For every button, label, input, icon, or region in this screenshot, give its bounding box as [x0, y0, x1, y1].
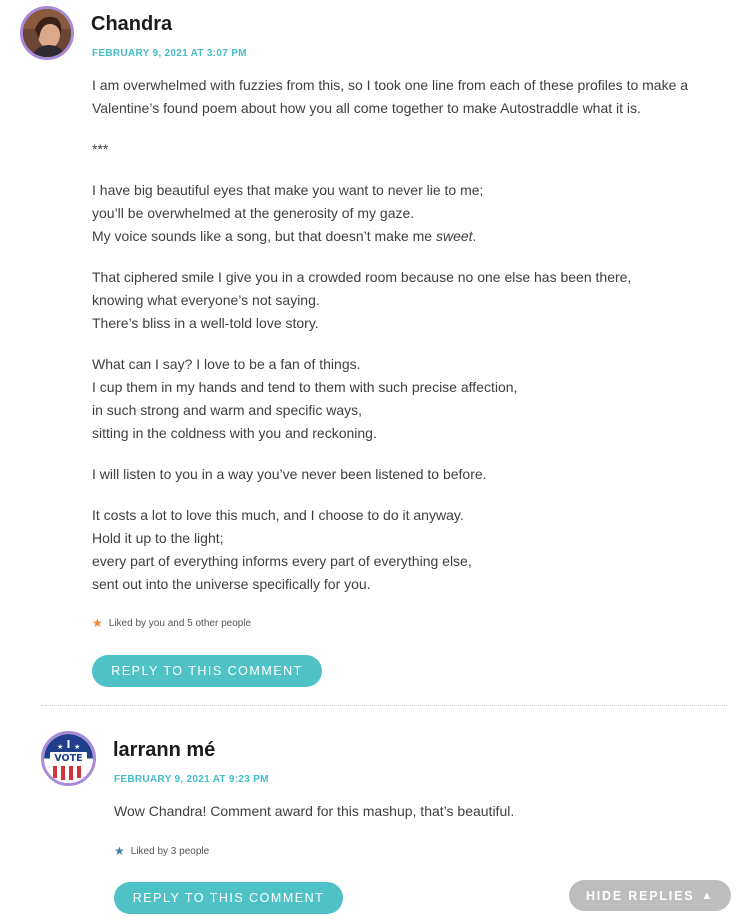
reply-button[interactable]: REPLY TO THIS COMMENT [92, 655, 322, 687]
comment-date[interactable]: FEBRUARY 9, 2021 AT 3:07 PM [92, 48, 247, 59]
vote-badge-icon [44, 734, 93, 783]
comment-body [92, 74, 717, 614]
likes-summary[interactable] [114, 845, 209, 857]
emphasis-text: sweet [435, 228, 473, 244]
hide-replies-button[interactable] [569, 880, 731, 911]
poem-line: I cup them in my hands and tend to them with such precise affection, [92, 379, 518, 395]
likes-text: Liked by 3 people [130, 845, 210, 857]
poem-line: Hold it up to the light; [92, 530, 224, 546]
svg-text:★: ★ [57, 743, 64, 751]
reply-button[interactable]: REPLY TO THIS COMMENT [114, 882, 343, 914]
poem-stanza-2 [92, 266, 717, 335]
poem-stanza-4 [92, 463, 717, 486]
comment-intro: I am overwhelmed with fuzzies from this, so I took one line from each of these profiles to make a Valentine’s found poem about how you all come together to make Autostraddle what it is. [92, 77, 689, 116]
poem-line: you’ll be overwhelmed at the generosity of my gaze. [92, 205, 415, 221]
star-icon: ★ [114, 844, 125, 858]
divider [41, 705, 727, 706]
comment-separator: *** [92, 141, 109, 157]
avatar[interactable] [20, 6, 74, 60]
poem-line: sent out into the universe specifically for you. [92, 576, 371, 592]
likes-summary[interactable] [92, 617, 251, 629]
poem-line: There’s bliss in a well-told love story. [92, 315, 319, 331]
poem-stanza-1 [92, 179, 717, 248]
poem-stanza-5 [92, 504, 717, 596]
star-icon: ★ [92, 616, 103, 630]
poem-line: What can I say? I love to be a fan of things. [92, 356, 361, 372]
comment-author[interactable]: Chandra [91, 13, 173, 35]
comment-text: Wow Chandra! Comment award for this mashup, that’s beautiful. [114, 803, 515, 819]
triangle-up-icon: ▲ [701, 889, 715, 902]
comment-date[interactable]: FEBRUARY 9, 2021 AT 9:23 PM [114, 774, 269, 785]
poem-stanza-3 [92, 353, 717, 445]
poem-line: I have big beautiful eyes that make you want to never lie to me; [92, 182, 484, 198]
svg-text:★: ★ [74, 743, 81, 751]
poem-line: I will listen to you in a way you’ve never been listened to before. [92, 466, 487, 482]
poem-line: sitting in the coldness with you and reckoning. [92, 425, 377, 441]
poem-line: It costs a lot to love this much, and I choose to do it anyway. [92, 507, 464, 523]
comment-author[interactable]: larrann mé [113, 739, 216, 761]
avatar-photo [23, 9, 71, 57]
poem-line: in such strong and warm and specific ways, [92, 402, 363, 418]
poem-line-end: . [472, 228, 477, 244]
hide-replies-label: HIDE REPLIES [585, 888, 695, 903]
avatar[interactable] [41, 731, 96, 786]
vote-badge-text: VOTE [54, 753, 83, 764]
poem-line: knowing what everyone’s not saying. [92, 292, 320, 308]
poem-line-text: My voice sounds like a song, but that doesn’t make me [92, 228, 436, 244]
comment-body [114, 800, 714, 823]
likes-text: Liked by you and 5 other people [108, 617, 252, 629]
poem-line: every part of everything informs every part of everything else, [92, 553, 472, 569]
poem-line: That ciphered smile I give you in a crowded room because no one else has been there, [92, 269, 632, 285]
poem-line [92, 225, 717, 248]
